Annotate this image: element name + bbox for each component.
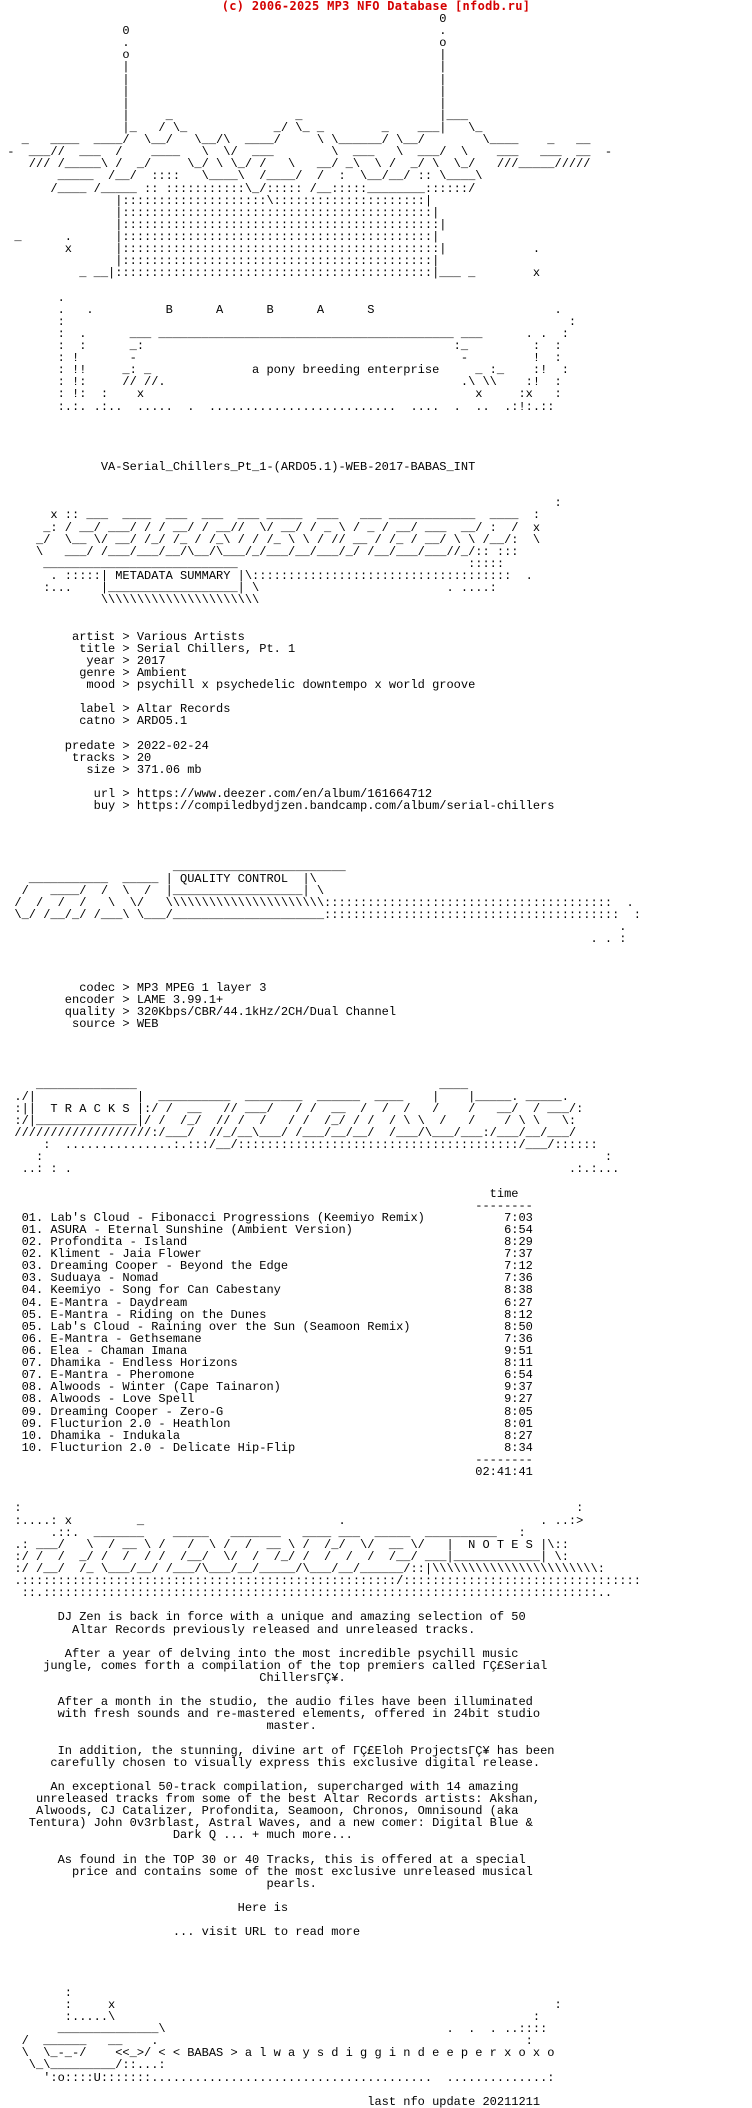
nfo-line: . . : bbox=[0, 932, 627, 947]
nfo-line: 05. Lab's Cloud - Raining over the Sun (Seamoon Remix) 8:50 bbox=[0, 1319, 533, 1334]
nfo-line: label > Altar Records bbox=[0, 702, 231, 717]
nfo-line: : ! - - ! : bbox=[0, 351, 562, 366]
nfo-line: source > WEB bbox=[0, 1017, 159, 1032]
nfo-line: : : bbox=[0, 314, 577, 329]
nfo-line: 04. E-Mantra - Daydream 6:27 bbox=[0, 1295, 533, 1310]
nfo-line: 02. Kliment - Jaia Flower 7:37 bbox=[0, 1247, 533, 1262]
nfo-line: 07. Dhamika - Endless Horizons 8:11 bbox=[0, 1356, 533, 1371]
nfo-line: ':o::::U:::::::....................................... ..............: bbox=[0, 2070, 555, 2085]
nfo-line: VA-Serial_Chillers_Pt_1-(ARDO5.1)-WEB-2017-BABAS_INT bbox=[0, 460, 476, 475]
nfo-line bbox=[0, 473, 752, 485]
nfo-line bbox=[0, 1963, 752, 1975]
nfo-line: last nfo update 20211211 bbox=[0, 2094, 541, 2108]
nfo-line: 0 . bbox=[0, 24, 447, 39]
nfo-line: tracks > 20 bbox=[0, 750, 152, 765]
nfo-line: . :::::| METADATA SUMMARY |\:::::::::::::::::::::::::::::::::::: . bbox=[0, 569, 533, 584]
nfo-line: size > 371.06 mb bbox=[0, 762, 202, 777]
nfo-line: After a month in the studio, the audio files have been illuminated bbox=[0, 1695, 533, 1710]
nfo-line: :|| T R A C K S |:/ / __ // ___/ / / __ / / / / / __/ / ___/: bbox=[0, 1101, 584, 1116]
nfo-line bbox=[0, 1478, 752, 1490]
nfo-line: _: / __/ ___/ / / __/ / __// \/ __/ / _ \ / _ / __/ ___ __/ : / x bbox=[0, 520, 541, 535]
nfo-line: 10. Dhamika - Indukala 8:27 bbox=[0, 1428, 533, 1443]
nfo-line bbox=[0, 413, 752, 425]
nfo-line: \_\_________/::...: bbox=[0, 2058, 166, 2073]
nfo-line: 02:41:41 bbox=[0, 1465, 533, 1480]
nfo-line: .::::::::::::::::::::::::::::::::::::::::::::::::::::/::::::::::::::::::::::::::::::::: bbox=[0, 1574, 641, 1589]
nfo-line: with fresh sounds and re-mastered elements, offered in 24bit studio bbox=[0, 1707, 541, 1722]
nfo-line bbox=[0, 824, 752, 836]
nfo-line: | | bbox=[0, 60, 447, 75]
nfo-line: ___________________________ ::::: bbox=[0, 556, 505, 571]
nfo-line: predate > 2022-02-24 bbox=[0, 738, 209, 753]
nfo-line bbox=[0, 1951, 752, 1963]
nfo-line: 03. Suduaya - Nomad 7:36 bbox=[0, 1271, 533, 1286]
nfo-line: o | bbox=[0, 48, 447, 63]
nfo-line: Altar Records previously released and unreleased tracks. bbox=[0, 1622, 476, 1637]
nfo-line: .::. _______ _____ _______ ____ ___ _____ __________ : bbox=[0, 1525, 526, 1540]
nfo-line: :/ / / _/ / / / / /__/ \/ / /_/ / / / / /__/ ___|____________| \: bbox=[0, 1549, 569, 1564]
nfo-line: . bbox=[0, 920, 627, 935]
nfo-line: time bbox=[0, 1186, 519, 1201]
nfo-line: .: ___/ \ / __ \ / / \ / / __ \ / /_/ \/ __ \/ | N O T E S |\:: bbox=[0, 1537, 569, 1552]
nfo-line bbox=[0, 1636, 752, 1648]
nfo-line bbox=[0, 945, 752, 957]
nfo-line bbox=[0, 812, 752, 824]
nfo-line: :....: x _ . . ..:> bbox=[0, 1513, 584, 1528]
nfo-line: ::.:::::::::::::::::::::::::::::::::::::::::::::::::::::::::::::::::::::::::::::.. bbox=[0, 1586, 613, 1601]
nfo-line: :/|______________|/ / /_/ // / / / / /_/ / / / \ \ / / / \ \ \: bbox=[0, 1113, 577, 1128]
nfo-line: |_ / \_ _/ \_ _ _ ___| \_ bbox=[0, 120, 483, 135]
nfo-line: - ___// ___ / ____ \ \/ ___ \ ___ \ ___/ \ ___ ___ __ - bbox=[0, 145, 613, 160]
nfo-line: 07. E-Mantra - Pheromone 6:54 bbox=[0, 1368, 533, 1383]
nfo-line: : : bbox=[0, 1150, 613, 1165]
nfo-line: In addition, the stunning, divine art of ΓÇ£Eloh ProjectsΓÇ¥ has been bbox=[0, 1743, 555, 1758]
nfo-line: : . ___ _________________________________________ ___ . . : bbox=[0, 326, 569, 341]
nfo-line: \ ___/ /___/___/__/\__/\___/_/___/__/___/_/ /__/___/___//_/:: ::: bbox=[0, 544, 519, 559]
nfodb-credit-banner: (c) 2006-2025 MP3 NFO Database [nfodb.ru] bbox=[221, 0, 531, 13]
nfo-line: encoder > LAME 3.99.1+ bbox=[0, 992, 224, 1007]
nfo-line: :... |__________________| \ . ....: bbox=[0, 581, 497, 596]
nfo-line bbox=[0, 279, 752, 291]
nfo-line: ___________ _____ | QUALITY CONTROL |\ bbox=[0, 871, 317, 886]
nfo-line: An exceptional 50-track compilation, supercharged with 14 amazing bbox=[0, 1779, 519, 1794]
nfo-line: _ ____ ____/ \__/ \__/\ ____/ \ \______/ \__/ \____ _ __ bbox=[0, 133, 591, 148]
nfo-line: . bbox=[0, 290, 65, 305]
nfo-line: :.:. .:.. ..... . .......................... .... . .. .:!:.:: bbox=[0, 399, 555, 414]
nfo-line: |::::::::::::::::::::::::::::::::::::::::::::| bbox=[0, 217, 447, 232]
nfo-line bbox=[0, 425, 752, 437]
nfo-line: unreleased tracks from some of the best Altar Records artists: Akshan, bbox=[0, 1792, 541, 1807]
nfo-line: ... visit URL to read more bbox=[0, 1925, 361, 1940]
nfo-line bbox=[0, 618, 752, 630]
nfo-line: : x : bbox=[0, 1997, 562, 2012]
nfo-line: Tentura) John 0v3rblast, Astral Waves, and a new comer: Digital Blue & bbox=[0, 1816, 533, 1831]
nfo-line bbox=[0, 606, 752, 618]
nfo-line bbox=[0, 1176, 752, 1188]
nfo-line: |:::::::::::::::::::::::::::::::::::::::::::| bbox=[0, 205, 440, 220]
nfo-line: :/ /__/ /_ \___/__/ /___/\___/__/_____/\___/__/______/::|\\\\\\\\\\\\\\\\\\\\\\\: bbox=[0, 1562, 605, 1576]
nfo-line bbox=[0, 836, 752, 848]
nfo-line: : ...............:.:::/__/:::::::::::::::::::::::::::::::::::::::/___/:::::: bbox=[0, 1138, 598, 1153]
nfo-line: | | bbox=[0, 84, 447, 99]
nfo-line: / ____/ / \ / |__________________| \ bbox=[0, 883, 325, 898]
nfo-line: pearls. bbox=[0, 1876, 317, 1891]
nfo-line: x |::::::::::::::::::::::::::::::::::::::::::::| . bbox=[0, 242, 541, 257]
nfo-ascii-document bbox=[0, 13, 752, 2108]
nfo-line: As found in the TOP 30 or 40 Tracks, this is offered at a special bbox=[0, 1852, 526, 1867]
nfo-line: : : _: :_ : : bbox=[0, 338, 562, 353]
nfo-line bbox=[0, 1842, 752, 1854]
nfo-line: mood > psychill x psychedelic downtempo x world groove bbox=[0, 678, 476, 693]
nfo-line: ______________\ . . . ..:::: bbox=[0, 2022, 548, 2037]
nfo-line: title > Serial Chillers, Pt. 1 bbox=[0, 641, 296, 656]
nfo-line: : !! _: _ a pony breeding enterprise _ :_ :! : bbox=[0, 363, 569, 378]
nfo-line: 10. Flucturion 2.0 - Delicate Hip-Flip 8:34 bbox=[0, 1440, 533, 1455]
nfo-line: x :: ___ ____ ___ ___ ___ _____ ___ ___ ____________ ____ : bbox=[0, 508, 541, 523]
nfo-line: | | bbox=[0, 72, 447, 87]
nfo-line: artist > Various Artists bbox=[0, 629, 245, 644]
nfo-line: 09. Dreaming Cooper - Zero-G 8:05 bbox=[0, 1404, 533, 1419]
nfo-line: ______________ ____ bbox=[0, 1077, 469, 1092]
nfo-line: 05. E-Mantra - Riding on the Dunes 8:12 bbox=[0, 1307, 533, 1322]
nfo-line bbox=[0, 2084, 752, 2096]
nfo-line: Dark Q ... + much more... bbox=[0, 1828, 353, 1843]
nfo-line: _ __|::::::::::::::::::::::::::::::::::::::::::::|___ _ x bbox=[0, 266, 541, 281]
nfo-line: : : bbox=[0, 1501, 584, 1516]
nfo-line: _/ \__ \/ __/ /_/ /_ / /_\ / / /_ \ \ / // __ / /_ / __/ \ \ /__/: \ bbox=[0, 532, 541, 547]
nfo-line: master. bbox=[0, 1719, 317, 1734]
nfo-line: -------- bbox=[0, 1198, 533, 1213]
nfo-line: year > 2017 bbox=[0, 653, 166, 668]
nfo-line: genre > Ambient bbox=[0, 665, 188, 680]
nfo-line: jungle, comes forth a compilation of the top premiers called ΓÇ£Serial bbox=[0, 1658, 548, 1673]
nfo-line: 0 bbox=[0, 13, 447, 26]
nfo-line: _____ /__/ :::: \____\ /____/ / : \__/__/ :: \____\ bbox=[0, 169, 483, 184]
nfo-line: /____ /_____ :: :::::::::::\_/::::: /__:::::________::::::/ bbox=[0, 181, 476, 196]
nfo-line: 01. ASURA - Eternal Sunshine (Ambient Version) 6:54 bbox=[0, 1222, 533, 1237]
nfo-line: 03. Dreaming Cooper - Beyond the Edge 7:12 bbox=[0, 1259, 533, 1274]
nfo-line: \ \_-_-/ <<_>/ < < BABAS > a l w a y s d i g g i n d e e p e r x o x o bbox=[0, 2046, 555, 2061]
nfo-line: \_/ /__/_/ /___\ \___/_____________________::::::::::::::::::::::::::::::::::::::::: : bbox=[0, 908, 641, 923]
nfo-line: DJ Zen is back in force with a unique and amazing selection of 50 bbox=[0, 1610, 526, 1625]
nfo-line: / / / / \ \/ \\\\\\\\\\\\\\\\\\\\\\:::::::::::::::::::::::::::::::::::::::: . bbox=[0, 895, 634, 910]
nfo-line: : bbox=[0, 496, 562, 511]
nfo-line: 02. Profondita - Island 8:29 bbox=[0, 1235, 533, 1250]
nfo-line bbox=[0, 1938, 752, 1950]
nfo-line bbox=[0, 727, 752, 739]
nfo-line bbox=[0, 958, 752, 970]
nfo-line bbox=[0, 970, 752, 982]
nfo-line: 06. E-Mantra - Gethsemane 7:36 bbox=[0, 1331, 533, 1346]
nfo-line: 09. Flucturion 2.0 - Heathlon 8:01 bbox=[0, 1416, 533, 1431]
nfo-line bbox=[0, 1975, 752, 1987]
nfo-line: ..: : . .:.:... bbox=[0, 1162, 620, 1177]
nfo-line: : !: // //. .\ \\ :! : bbox=[0, 375, 562, 390]
nfo-line: 01. Lab's Cloud - Fibonacci Progressions (Keemiyo Remix) 7:03 bbox=[0, 1210, 533, 1225]
nfo-line: :.....\ : bbox=[0, 2010, 541, 2025]
nfo-line: : !: : x x :x : bbox=[0, 387, 562, 402]
nfo-line: catno > ARDO5.1 bbox=[0, 714, 188, 729]
nfo-line: ./| | __________ ________ ______ ____ | |_____. _____. bbox=[0, 1089, 569, 1104]
nfo-line: . . B A B A S . bbox=[0, 302, 562, 317]
nfo-line bbox=[0, 1067, 752, 1079]
nfo-line: price and contains some of the most exclusive unreleased musical bbox=[0, 1864, 533, 1879]
nfo-line: /// /_____\ / _/ \_/ \ \_/ / \ __/ _\ \ / _/ \ \_/ ///_____///// bbox=[0, 157, 591, 172]
nfo-line: url > https://www.deezer.com/en/album/161664712 bbox=[0, 787, 433, 801]
nfo-line bbox=[0, 1054, 752, 1066]
nfo-line: : bbox=[0, 1985, 73, 2000]
nfo-line: . o bbox=[0, 36, 447, 51]
nfo-line: |::::::::::::::::::::\:::::::::::::::::::::| bbox=[0, 193, 433, 208]
nfo-line: 04. Keemiyo - Song for Can Cabestany 8:38 bbox=[0, 1283, 533, 1298]
nfo-line: | _ _ |___ bbox=[0, 108, 469, 123]
nfo-line: ChillersΓÇ¥. bbox=[0, 1670, 346, 1685]
nfo-line: 08. Alwoods - Love Spell 9:27 bbox=[0, 1392, 533, 1407]
nfo-line: Here is bbox=[0, 1901, 289, 1916]
nfo-line bbox=[0, 1042, 752, 1054]
nfo-line bbox=[0, 1733, 752, 1745]
nfo-line: buy > https://compiledbydjzen.bandcamp.com/album/serial-chillers bbox=[0, 799, 555, 814]
nfo-line: -------- bbox=[0, 1453, 533, 1468]
nfo-line: Alwoods, CJ Catalizer, Profondita, Seamoon, Chronos, Omnisound (aka bbox=[0, 1804, 519, 1819]
nfo-line: codec > MP3 MPEG 1 layer 3 bbox=[0, 980, 267, 995]
nfo-line: ///////////////////:/___/ //_/__\___/ /___/__/__/ /___/\___/___:/___/__/___/ bbox=[0, 1126, 577, 1141]
nfo-line: / ______ __ . : bbox=[0, 2034, 533, 2049]
nfo-line: ________________________ bbox=[0, 859, 346, 874]
nfo-line bbox=[0, 1030, 752, 1042]
nfo-line bbox=[0, 849, 752, 861]
nfo-line: | | bbox=[0, 96, 447, 111]
nfo-line: |:::::::::::::::::::::::::::::::::::::::::::| bbox=[0, 254, 440, 269]
nfo-line: 08. Alwoods - Winter (Cape Tainaron) 9:37 bbox=[0, 1380, 533, 1395]
nfo-line: 06. Elea - Chaman Imana 9:51 bbox=[0, 1344, 533, 1359]
nfo-line: After a year of delving into the most incredible psychill music bbox=[0, 1646, 519, 1661]
nfo-line: carefully chosen to visually express this exclusive digital release. bbox=[0, 1755, 541, 1770]
nfo-line: _ . |:::::::::::::::::::::::::::::::::::::::::::| bbox=[0, 229, 440, 244]
nfo-line bbox=[0, 437, 752, 449]
nfo-line: quality > 320Kbps/CBR/44.1kHz/2CH/Dual Channel bbox=[0, 1004, 397, 1019]
nfo-line: \\\\\\\\\\\\\\\\\\\\\\ bbox=[0, 593, 260, 608]
